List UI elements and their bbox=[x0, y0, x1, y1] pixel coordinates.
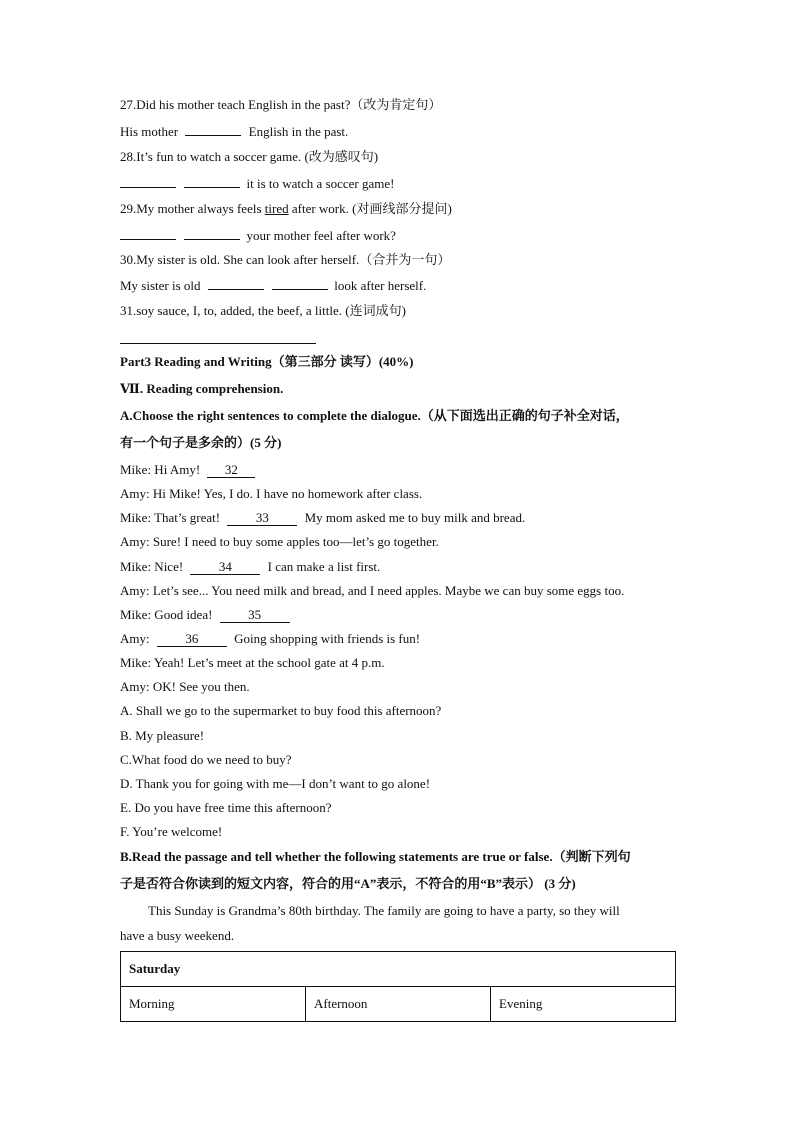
dialogue-line: Amy: Hi Mike! Yes, I do. I have no homework after class. bbox=[120, 486, 423, 501]
table-cell-evening: Evening bbox=[491, 987, 676, 1022]
answer-blank-36[interactable]: 36 bbox=[157, 632, 227, 647]
dialogue-text: Mike: That’s great! bbox=[120, 510, 221, 525]
dialogue-text: Going shopping with friends is fun! bbox=[234, 631, 421, 646]
question-30-answer-line bbox=[120, 277, 426, 294]
dialogue-line bbox=[120, 510, 525, 526]
question-31-prompt: 31.soy sauce, I, to, added, the beef, a little. (连词成句) bbox=[120, 303, 406, 318]
table-row bbox=[121, 987, 676, 1022]
dialogue-line bbox=[120, 559, 380, 575]
prompt-text-before: 29.My mother always feels bbox=[120, 201, 262, 216]
dialogue-line bbox=[120, 462, 255, 478]
answer-blank[interactable] bbox=[120, 175, 176, 188]
option-c: C.What food do we need to buy? bbox=[120, 752, 292, 767]
passage-line-1: This Sunday is Grandma’s 80th birthday. The family are going to have a party, so they will bbox=[148, 903, 620, 918]
dialogue-line: Amy: Sure! I need to buy some apples too—let’s go together. bbox=[120, 534, 439, 549]
dialogue-line bbox=[120, 631, 420, 647]
question-29-prompt bbox=[120, 201, 452, 217]
dialogue-text: Mike: Nice! bbox=[120, 559, 184, 574]
answer-text-before: My sister is old bbox=[120, 278, 201, 293]
table-cell-morning: Morning bbox=[121, 987, 306, 1022]
question-31-answer-blank[interactable] bbox=[120, 343, 316, 344]
answer-blank[interactable] bbox=[120, 227, 176, 240]
section-b-heading-line-1: B.Read the passage and tell whether the following statements are true or false.（判断下列句 bbox=[120, 849, 631, 864]
answer-blank-33[interactable]: 33 bbox=[227, 511, 297, 526]
section-a-heading-line-1: A.Choose the right sentences to complete the dialogue.（从下面选出正确的句子补全对话， bbox=[120, 408, 629, 423]
part3-title: Part3 Reading and Writing（第三部分 读写）(40%) bbox=[120, 354, 414, 369]
option-f: F. You’re welcome! bbox=[120, 824, 223, 839]
question-29-answer-line bbox=[120, 227, 396, 244]
option-d: D. Thank you for going with me—I don’t want to go alone! bbox=[120, 776, 431, 791]
dialogue-line: Mike: Yeah! Let’s meet at the school gate at 4 p.m. bbox=[120, 655, 385, 670]
answer-blank[interactable] bbox=[272, 277, 328, 290]
table-row bbox=[121, 952, 676, 987]
underlined-word: tired bbox=[264, 201, 289, 216]
question-28-answer-line bbox=[120, 175, 395, 192]
dialogue-line: Amy: OK! See you then. bbox=[120, 679, 250, 694]
dialogue-line bbox=[120, 607, 290, 623]
dialogue-line: Amy: Let’s see... You need milk and bread, and I need apples. Maybe we can buy some eggs too. bbox=[120, 583, 625, 598]
answer-text-after: your mother feel after work? bbox=[246, 228, 396, 243]
dialogue-text: Mike: Hi Amy! bbox=[120, 462, 201, 477]
answer-text-after: look after herself. bbox=[334, 278, 427, 293]
section-7-heading: Ⅶ. Reading comprehension. bbox=[120, 381, 284, 396]
dialogue-text: Amy: bbox=[120, 631, 150, 646]
option-b: B. My pleasure! bbox=[120, 728, 205, 743]
schedule-table bbox=[120, 951, 676, 1022]
option-e: E. Do you have free time this afternoon? bbox=[120, 800, 332, 815]
answer-blank[interactable] bbox=[184, 227, 240, 240]
question-28-prompt: 28.It’s fun to watch a soccer game. (改为感叹句) bbox=[120, 149, 379, 164]
section-a-heading-line-2: 有一个句子是多余的）(5 分) bbox=[120, 435, 282, 450]
prompt-text-after: after work. (对画线部分提问) bbox=[291, 201, 452, 216]
answer-text-after: English in the past. bbox=[248, 124, 349, 139]
passage-line-2: have a busy weekend. bbox=[120, 928, 235, 943]
answer-blank-35[interactable]: 35 bbox=[220, 608, 290, 623]
section-b-heading-line-2: 子是否符合你读到的短文内容，符合的用“A”表示，不符合的用“B”表示） (3 分) bbox=[120, 876, 576, 891]
answer-text-after: it is to watch a soccer game! bbox=[246, 176, 395, 191]
question-27-answer-line bbox=[120, 123, 348, 140]
answer-blank[interactable] bbox=[185, 123, 241, 136]
answer-blank-34[interactable]: 34 bbox=[190, 560, 260, 575]
question-30-prompt: 30.My sister is old. She can look after herself.（合并为一句） bbox=[120, 252, 451, 267]
table-cell-afternoon: Afternoon bbox=[306, 987, 491, 1022]
answer-blank[interactable] bbox=[208, 277, 264, 290]
dialogue-text: My mom asked me to buy milk and bread. bbox=[304, 510, 526, 525]
option-a: A. Shall we go to the supermarket to buy food this afternoon? bbox=[120, 703, 442, 718]
answer-blank-32[interactable]: 32 bbox=[207, 463, 255, 478]
dialogue-text: Mike: Good idea! bbox=[120, 607, 213, 622]
table-day-header: Saturday bbox=[121, 952, 676, 987]
answer-text-before: His mother bbox=[120, 124, 179, 139]
question-27-prompt: 27.Did his mother teach English in the past?（改为肯定句） bbox=[120, 97, 442, 112]
dialogue-text: I can make a list first. bbox=[267, 559, 381, 574]
answer-blank[interactable] bbox=[184, 175, 240, 188]
